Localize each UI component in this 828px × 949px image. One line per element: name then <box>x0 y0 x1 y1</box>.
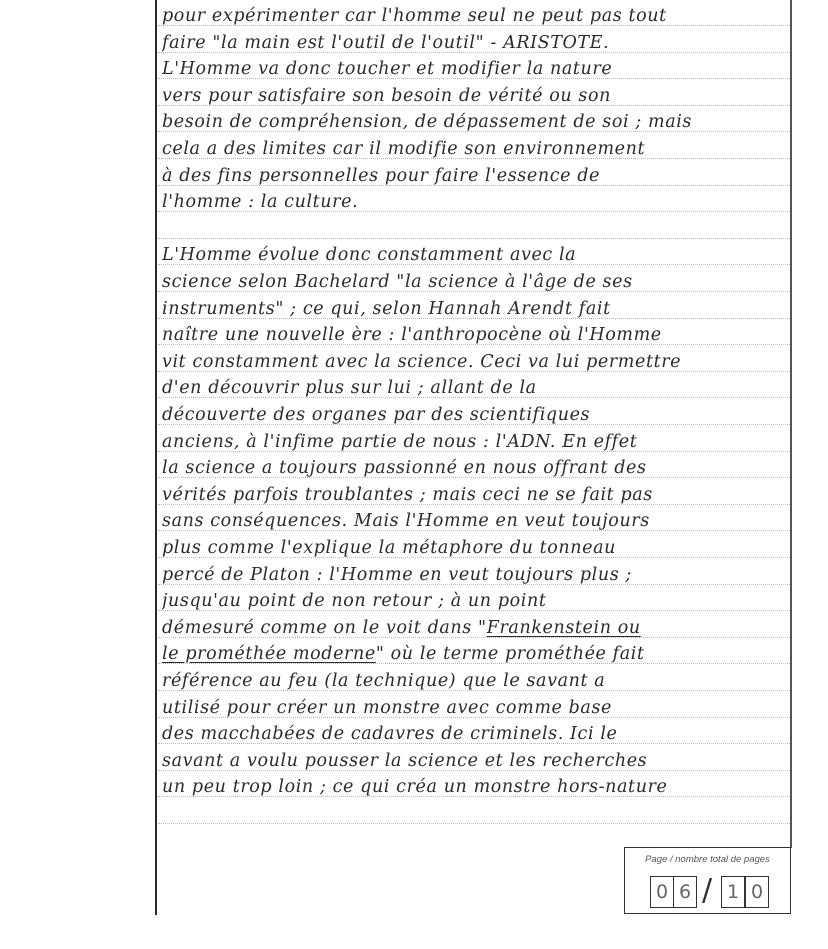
page-digit-2: 6 <box>673 876 697 908</box>
text-line: instruments" ; ce qui, selon Hannah Arendt fait <box>162 299 611 319</box>
text-line: jusqu'au point de non retour ; à un point <box>162 591 547 611</box>
text-line: cela a des limites car il modifie son environnement <box>162 139 646 159</box>
text-line: sans conséquences. Mais l'Homme en veut toujours <box>162 511 650 531</box>
text-line: vérités parfois troublantes ; mais ceci ne se fait pas <box>162 485 653 505</box>
text-line: vit constamment avec la science. Ceci va lui permettre <box>162 352 682 372</box>
text-line: science selon Bachelard "la science à l'âge de ses <box>162 272 633 292</box>
text-line: faire "la main est l'outil de l'outil" - ARISTOTE. <box>162 33 610 53</box>
total-digit-2: 0 <box>745 876 769 908</box>
text-line: la science a toujours passionné en nous offrant des <box>162 458 647 478</box>
page-number-box <box>624 847 791 914</box>
book-title: le prométhée moderne <box>162 644 376 664</box>
text-line: percé de Platon : l'Homme en veut toujours plus ; <box>162 565 632 585</box>
text-line: un peu trop loin ; ce qui créa un monstre hors-nature <box>162 777 668 797</box>
text-line: anciens, à l'infime partie de nous : l'ADN. En effet <box>162 432 638 452</box>
book-title: Frankenstein ou <box>486 618 641 638</box>
text-line <box>162 218 787 244</box>
text-line: savant a voulu pousser la science et les recherches <box>162 751 648 771</box>
text-line: vers pour satisfaire son besoin de vérité ou son <box>162 86 611 106</box>
text-line: d'en découvrir plus sur lui ; allant de la <box>162 378 537 398</box>
text-line: à des fins personnelles pour faire l'essence de <box>162 166 600 186</box>
text-line: L'Homme évolue donc constamment avec la <box>162 245 577 265</box>
text-line: naître une nouvelle ère : l'anthropocène où l'Homme <box>162 325 662 345</box>
text-line: des macchabées de cadavres de criminels. Ici le <box>162 724 618 744</box>
total-digit-1: 1 <box>721 876 745 908</box>
text-segment: démesuré comme on le voit dans " <box>162 618 487 638</box>
text-line: l'homme : la culture. <box>162 192 359 212</box>
page-separator: / <box>702 873 713 908</box>
text-line: plus comme l'explique la métaphore du tonneau <box>162 538 616 558</box>
text-line: L'Homme va donc toucher et modifier la nature <box>162 59 613 79</box>
text-line <box>162 617 787 643</box>
page-right-border <box>790 0 792 848</box>
text-line: découverte des organes par des scientifiques <box>162 405 591 425</box>
text-line: besoin de compréhension, de dépassement de soi ; mais <box>162 112 693 132</box>
text-line: référence au feu (la technique) que le savant a <box>162 671 606 691</box>
ruled-line <box>158 823 790 824</box>
page-left-border <box>155 0 157 915</box>
page-digit-1: 0 <box>650 876 674 908</box>
page-number-label: Page / nombre total de pages <box>645 854 770 865</box>
text-line <box>162 643 787 669</box>
text-segment: " où le terme prométhée fait <box>375 644 645 664</box>
text-line: pour expérimenter car l'homme seul ne peut pas tout <box>162 6 667 26</box>
text-line: utilisé pour créer un monstre avec comme base <box>162 698 612 718</box>
